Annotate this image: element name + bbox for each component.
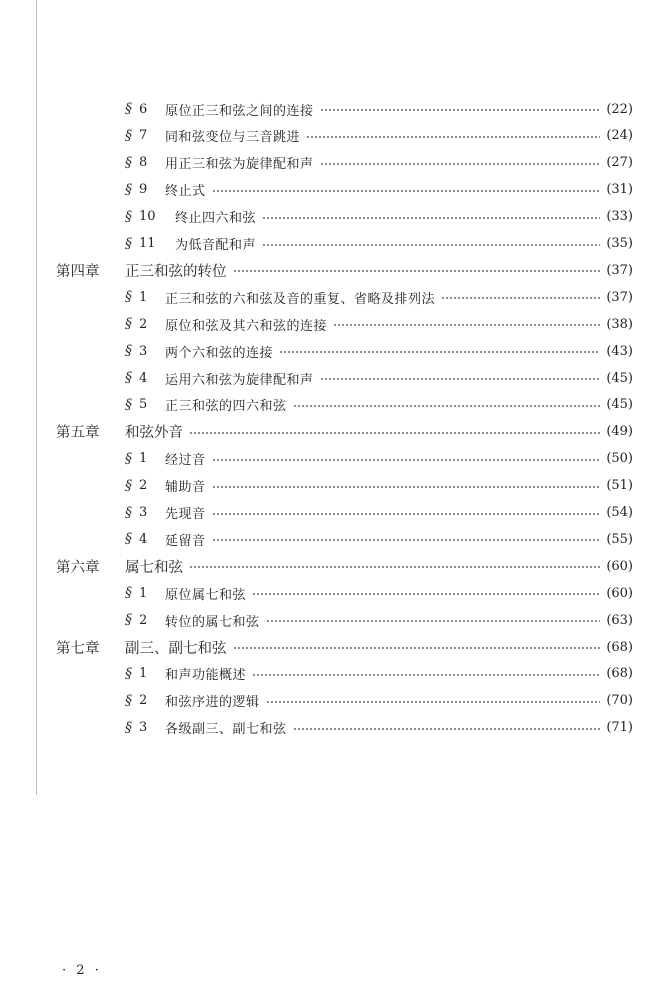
dot-leader <box>212 190 601 192</box>
dot-leader <box>212 486 601 488</box>
section-number: 1 <box>139 585 148 601</box>
toc-section-row <box>0 474 649 498</box>
page-reference: (49) <box>606 424 633 440</box>
section-sign: § <box>125 343 132 360</box>
page-number-footer: · 2 · <box>62 963 102 978</box>
section-sign: § <box>125 101 132 117</box>
page-reference: (60) <box>606 558 633 574</box>
section-title: 正三和弦的四六和弦 <box>165 399 287 415</box>
section-number: 1 <box>139 666 148 682</box>
section-sign: § <box>125 154 132 171</box>
page-reference: (55) <box>606 531 633 547</box>
dot-leader <box>212 459 601 461</box>
section-title: 延留音 <box>165 533 206 549</box>
toc-chapter-row <box>0 258 649 282</box>
dot-leader <box>212 513 601 515</box>
dot-leader <box>306 136 600 138</box>
section-number: 1 <box>139 451 148 467</box>
page-reference: (51) <box>606 478 633 494</box>
dot-leader <box>233 647 601 649</box>
dot-leader <box>320 378 601 380</box>
page-reference: (45) <box>606 370 633 386</box>
page-reference: (70) <box>606 693 633 709</box>
section-sign: § <box>125 289 132 306</box>
dot-leader <box>293 405 601 407</box>
dot-leader <box>320 109 601 111</box>
section-title: 用正三和弦为旋律配和声 <box>165 157 314 173</box>
chapter-label: 第四章 <box>56 263 100 280</box>
page-reference: (22) <box>606 101 633 117</box>
section-number: 10 <box>139 209 156 225</box>
section-title: 经过音 <box>165 453 206 469</box>
toc-section-row <box>0 124 649 148</box>
chapter-title: 正三和弦的转位 <box>125 263 227 280</box>
section-number: 3 <box>139 720 148 736</box>
section-sign: § <box>125 531 132 548</box>
page-reference: (43) <box>606 343 633 359</box>
toc-section-row <box>0 339 649 363</box>
section-sign: § <box>125 370 132 386</box>
chapter-label: 第五章 <box>56 425 100 442</box>
section-title: 各级副三、副七和弦 <box>165 722 287 738</box>
toc-chapter-row <box>0 420 649 444</box>
toc-section-row <box>0 581 649 605</box>
toc-section-row <box>0 689 649 713</box>
toc-section-row <box>0 608 649 632</box>
toc-section-row <box>0 716 649 740</box>
section-title: 终止四六和弦 <box>175 211 257 227</box>
dot-leader <box>212 539 601 541</box>
section-sign: § <box>125 719 132 736</box>
page-reference: (37) <box>606 262 633 278</box>
page-reference: (71) <box>606 720 633 736</box>
dot-leader <box>333 324 600 326</box>
section-number: 5 <box>139 397 148 413</box>
section-sign: § <box>125 585 132 602</box>
toc-chapter-row <box>0 554 649 578</box>
section-sign: § <box>125 181 132 198</box>
section-title: 终止式 <box>165 184 206 200</box>
dot-leader <box>279 351 600 353</box>
toc-section-row <box>0 178 649 202</box>
section-number: 3 <box>139 505 148 520</box>
section-sign: § <box>125 504 132 521</box>
section-title: 原位正三和弦之间的连接 <box>165 103 314 119</box>
toc-section-row <box>0 366 649 390</box>
dot-leader <box>266 701 601 703</box>
section-number: 4 <box>139 531 148 547</box>
section-number: 2 <box>139 478 148 494</box>
section-title: 转位的属七和弦 <box>165 614 260 630</box>
toc-section-row <box>0 662 649 686</box>
page-reference: (60) <box>606 585 633 601</box>
toc-section-row <box>0 232 649 256</box>
toc-section-row <box>0 205 649 229</box>
section-title: 正三和弦的六和弦及音的重复、省略及排列法 <box>165 291 436 307</box>
section-number: 11 <box>139 236 156 251</box>
toc-section-row <box>0 312 649 336</box>
toc-chapter-row <box>0 635 649 659</box>
section-title: 同和弦变位与三音跳进 <box>165 130 301 146</box>
section-sign: § <box>125 208 132 225</box>
section-sign: § <box>125 665 132 682</box>
chapter-label: 第六章 <box>56 559 100 576</box>
page-reference: (33) <box>606 209 633 225</box>
section-title: 原位属七和弦 <box>165 587 247 603</box>
page-reference: (35) <box>606 236 633 251</box>
dot-leader <box>252 593 600 595</box>
page-reference: (27) <box>606 155 633 171</box>
page-reference: (68) <box>606 666 633 682</box>
section-number: 2 <box>139 693 148 709</box>
section-number: 7 <box>139 128 148 144</box>
toc-section-row <box>0 97 649 121</box>
chapter-title: 副三、副七和弦 <box>125 640 227 657</box>
section-title: 辅助音 <box>165 480 206 496</box>
section-number: 2 <box>139 612 148 628</box>
dot-leader <box>189 432 600 434</box>
dot-leader <box>189 566 600 568</box>
dot-leader <box>262 244 600 246</box>
page-reference: (54) <box>606 505 633 520</box>
dot-leader <box>266 620 601 622</box>
section-number: 8 <box>139 155 148 171</box>
toc-section-row <box>0 527 649 551</box>
toc-section-row <box>0 285 649 309</box>
dot-leader <box>441 297 600 299</box>
section-title: 和弦序进的逻辑 <box>165 695 260 711</box>
chapter-title: 和弦外音 <box>125 425 183 442</box>
toc-section-row <box>0 393 649 417</box>
page-reference: (63) <box>606 612 633 628</box>
chapter-title: 属七和弦 <box>125 559 183 576</box>
section-number: 6 <box>139 101 148 117</box>
section-number: 9 <box>139 182 148 198</box>
toc-section-row <box>0 501 649 525</box>
section-sign: § <box>125 235 132 252</box>
toc-section-row <box>0 151 649 175</box>
dot-leader <box>252 674 600 676</box>
page-reference: (38) <box>606 316 633 332</box>
section-number: 2 <box>139 316 148 332</box>
section-sign: § <box>125 450 132 467</box>
chapter-label: 第七章 <box>56 640 100 657</box>
section-title: 运用六和弦为旋律配和声 <box>165 372 314 388</box>
dot-leader <box>293 728 601 730</box>
section-number: 1 <box>139 289 148 305</box>
page-reference: (68) <box>606 639 633 655</box>
section-sign: § <box>125 612 132 629</box>
dot-leader <box>320 163 601 165</box>
page-reference: (45) <box>606 397 633 413</box>
section-title: 为低音配和声 <box>175 238 257 253</box>
section-number: 3 <box>139 343 148 359</box>
section-number: 4 <box>139 370 148 386</box>
section-title: 原位和弦及其六和弦的连接 <box>165 318 328 334</box>
section-title: 和声功能概述 <box>165 668 247 684</box>
section-sign: § <box>125 316 132 333</box>
section-title: 先现音 <box>165 507 206 522</box>
section-sign: § <box>125 396 132 413</box>
page-reference: (37) <box>606 289 633 305</box>
section-sign: § <box>125 477 132 494</box>
page-reference: (24) <box>606 128 633 144</box>
page-reference: (31) <box>606 182 633 198</box>
section-sign: § <box>125 127 132 144</box>
toc-section-row <box>0 447 649 471</box>
section-title: 两个六和弦的连接 <box>165 345 274 361</box>
page-reference: (50) <box>606 451 633 467</box>
dot-leader <box>262 217 600 219</box>
dot-leader <box>233 270 601 272</box>
section-sign: § <box>125 692 132 709</box>
